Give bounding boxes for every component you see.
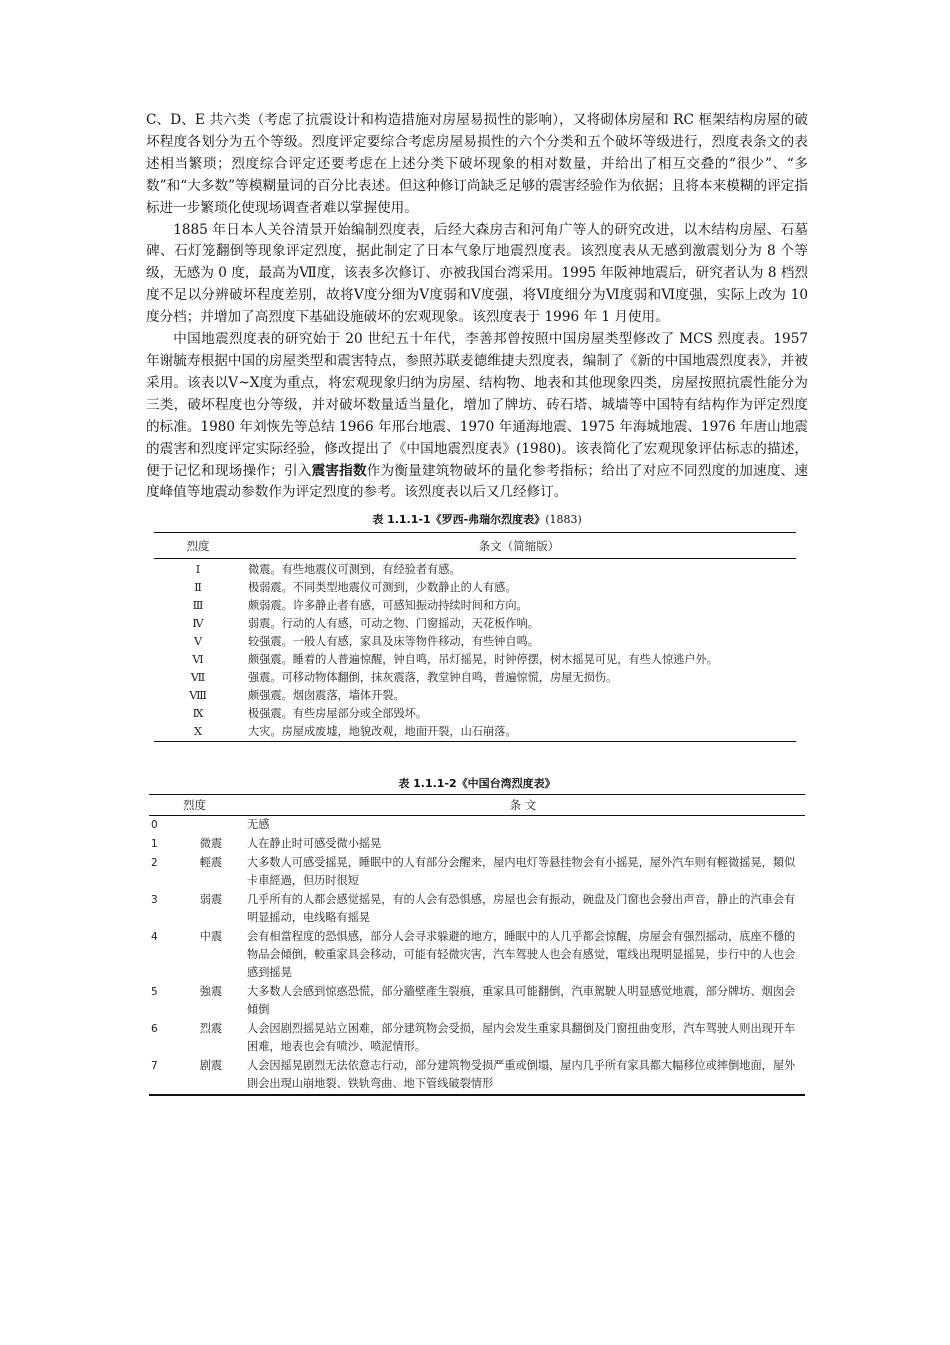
table2-num-cell: 7: [151, 1060, 158, 1073]
table-row: [154, 559, 796, 580]
table2-num-cell: 0: [151, 819, 158, 832]
table-row: [154, 687, 796, 705]
table2-text-cell: 人会因剧烈摇晃站立困难，部分建筑物会受损，屋内会发生重家具翻倒及门窗扭曲变形，汽车驾驶人则出现开车困难，地表也会有喷沙、喷泥情形。: [247, 1022, 796, 1054]
table-row: [149, 983, 805, 1020]
table-row: [154, 723, 796, 742]
table1-degree-cell: Ⅳ: [192, 617, 204, 631]
table2-level-cell: 剧震: [199, 1059, 223, 1073]
table1-header-text: 条文（简缩版）: [242, 533, 796, 559]
table-row: [154, 579, 796, 597]
table-row: [149, 835, 805, 854]
table2-header-degree: 烈度: [149, 795, 241, 816]
table1-text-cell: 颇强震。烟囱震落，墙体开裂。: [248, 689, 405, 703]
table2-num-cell: 2: [151, 857, 158, 870]
table-row: [154, 633, 796, 651]
table2-text-cell: 人在静止时可感受微小摇晃: [247, 837, 382, 851]
table1-text-cell: 极弱震。不同类型地震仪可测到，少数静止的人有感。: [248, 581, 517, 595]
document-page: [146, 110, 808, 1096]
table2-num-cell: 5: [151, 986, 158, 999]
table2-caption-title: 《中国台湾烈度表》: [456, 777, 556, 791]
table1-degree-cell: Ⅶ: [190, 671, 206, 685]
table2-level-cell: [181, 816, 241, 836]
table2-num-cell: 1: [151, 838, 158, 851]
table1-degree-cell: Ⅱ: [194, 581, 202, 595]
table2-text-cell: 无感: [247, 818, 270, 832]
table2-text-cell: 人会因摇晃剧烈无法依意志行动，部分建筑物受损严重或倒塌，屋内几乎所有家具都大幅移位或摔倒地面，屋外則会出現山崩地裂、铁轨弯曲、地下管线破裂情形: [247, 1059, 796, 1091]
table1-text-cell: 颇强震。睡着的人普遍惊醒，钟自鸣，吊灯摇晃，时钟停摆，树木摇晃可见，有些人惊逃户外。: [248, 653, 718, 667]
table-row: [149, 928, 805, 983]
table-row: [154, 597, 796, 615]
table1-degree-cell: Ⅹ: [194, 725, 202, 739]
table2-header-row: [149, 795, 805, 816]
table1-caption-suffix: (1883): [545, 513, 582, 527]
table-row: [149, 1057, 805, 1095]
table1-degree-cell: Ⅰ: [195, 563, 201, 577]
table2-num-cell: 4: [151, 931, 158, 944]
paragraph-3-bold-term: 震害指数: [311, 462, 367, 479]
table1-text-cell: 极强震。有些房屋部分或全部毁坏。: [248, 707, 428, 721]
table1-caption-prefix: 表 1.1.1-1: [372, 513, 431, 527]
paragraph-3: [146, 329, 808, 504]
table2-level-cell: 烈震: [199, 1022, 223, 1036]
table2-num-cell: 3: [151, 894, 158, 907]
table-row: [149, 816, 805, 836]
table1-caption-title: 《罗西-弗瑞尔烈度表》: [430, 513, 546, 527]
table2-num-cell: 6: [151, 1023, 158, 1036]
table1-text-cell: 颇弱震。许多静止者有感，可感知振动持续时间和方向。: [248, 599, 528, 613]
table2-header-text: 条 文: [241, 795, 805, 816]
table1-text-cell: 弱震。行动的人有感，可动之物、门窗摇动，天花板作响。: [248, 617, 539, 631]
table1-caption: [146, 512, 808, 528]
table2-taiwan-intensity: [149, 794, 805, 1096]
table2-text-cell: 会有相當程度的恐惧感，部分人会寻求躲避的地方，睡眠中的人几乎都会惊醒，房屋会有强烈摇动，底座不穩的物品会傾倒，較重家具会移动，可能有轻微灾害，汽车驾驶人也会有感觉，電线出現明显摇晃，步行中的人也会感到摇晃: [247, 930, 796, 980]
table2-text-cell: 大多数人可感受摇晃，睡眠中的人有部分会醒来，屋内电灯等悬挂物会有小摇晃，屋外汽车则有輕微摇晃，類似卡車經過，但历时很短: [247, 856, 796, 888]
table-row: [149, 854, 805, 891]
table1-rossi-forel: [154, 532, 796, 742]
table-row: [149, 891, 805, 928]
table-row: [154, 705, 796, 723]
table-row: [154, 669, 796, 687]
paragraph-1: C、D、E 共六类（考虑了抗震设计和构造措施对房屋易损性的影响），又将砌体房屋和 RC 框架结构房屋的破坏程度各划分为五个等级。烈度评定要综合考虑房屋易损性的六个分类和五个破坏等级进行，烈度表条文的表述相当繁琐；烈度综合评定还要考虑在上述分类下破坏现象的相对数量，并给出了相互交叠的“很少”、“多数”和“大多数”等模糊量词的百分比表述。但这种修订尚缺乏足够的震害经验作为依据；且将本来模糊的评定指标进一步繁琐化使现场调查者难以掌握使用。: [146, 112, 808, 216]
table1-degree-cell: Ⅲ: [192, 599, 204, 613]
table2-level-cell: 弱震: [199, 893, 223, 907]
table1-header-row: [154, 533, 796, 559]
paragraph-3-text-b: 作为衡量建筑物破坏的量化参考指标；给出了对应不同烈度的加速度、速度峰值等地震动参数作为评定烈度的参考。该烈度表以后又几经修订。: [146, 462, 809, 501]
table-row: [154, 651, 796, 669]
table2-text-cell: 大多数人会感到惊惑恐慌，部分牆壁產生裂痕，重家具可能翻倒，汽車駕駛人明显感觉地震，部分牌坊、烟囱会傾倒: [247, 985, 796, 1017]
table1-text-cell: 微震。有些地震仪可测到，有经验者有感。: [248, 563, 461, 577]
table1-degree-cell: Ⅸ: [192, 707, 204, 721]
table1-degree-cell: Ⅵ: [192, 653, 204, 667]
table1-text-cell: 较强震。一般人有感，家具及床等物件移动，有些钟自鸣。: [248, 635, 539, 649]
paragraph-3-text-a: 中国地震烈度表的研究始于 20 世纪五十年代，李善邦曾按照中国房屋类型修改了 MCS 烈度表。1957 年谢毓寿根据中国的房屋类型和震害特点，参照苏联麦德维捷夫烈度表，编制了《新的中国地震烈度表》，并被采用。该表以Ⅴ~Ⅹ度为重点，将宏观现象归纳为房屋、结构物、地表和其他现象四类，房屋按照抗震性能分为三类，破坏程度也分等级，并对破坏数量适当量化，增加了牌坊、砖石塔、城墙等中国特有结构作为评定烈度的标准。1980 年刘恢先等总结 1966 年邢台地震、1970 年通海地震、1975 年海城地震、1976 年唐山地震的震害和烈度评定实际经验，修改提出了《中国地震烈度表》(1980)。该表简化了宏观现象评估标志的描述，便于记忆和现场操作；引入: [146, 331, 808, 479]
table2-text-cell: 几乎所有的人都会感觉摇晃，有的人会有恐惧感，房屋也会有振动，碗盘及门窗也会發出声音，静止的汽車会有明显摇动，电线略有摇晃: [247, 893, 796, 925]
table2-level-cell: 微震: [199, 837, 223, 851]
table2-level-cell: 輕震: [199, 856, 223, 870]
paragraph-2: 1885 年日本人关谷清景开始编制烈度表，后经大森房吉和河角广等人的研究改进，以木结构房屋、石墓碑、石灯笼翻倒等现象评定烈度，据此制定了日本气象厅地震烈度表。该烈度表从无感到激震划分为 8 个等级，无感为 0 度，最高为Ⅶ度，该表多次修订、亦被我国台湾采用。1995 年阪神地震后，研究者认为 8 档烈度不足以分辨破坏程度差别，故将Ⅴ度分细为Ⅴ度弱和Ⅴ度强，将Ⅵ度细分为Ⅵ度弱和Ⅵ度强，实际上改为 10 度分档；并增加了高烈度下基础设施破坏的宏观现象。该烈度表于 1996 年 1 月使用。: [146, 221, 808, 326]
table2-level-cell: 強震: [199, 985, 223, 999]
table2-caption-prefix: 表 1.1.1-2: [398, 777, 457, 791]
table1-text-cell: 大灾。房屋成废墟，地貌改观，地面开裂，山石崩落。: [248, 725, 517, 739]
table1-degree-cell: Ⅴ: [193, 635, 203, 649]
table-row: [149, 1020, 805, 1057]
table-row: [154, 615, 796, 633]
table1-degree-cell: Ⅷ: [189, 689, 207, 703]
table1-text-cell: 强震。可移动物体翻倒，抹灰震落，教堂钟自鸣，普遍惊慌，房屋无损伤。: [248, 671, 618, 685]
table1-header-degree: 烈度: [154, 533, 242, 559]
table2-caption: [146, 776, 808, 792]
table2-level-cell: 中震: [199, 930, 223, 944]
